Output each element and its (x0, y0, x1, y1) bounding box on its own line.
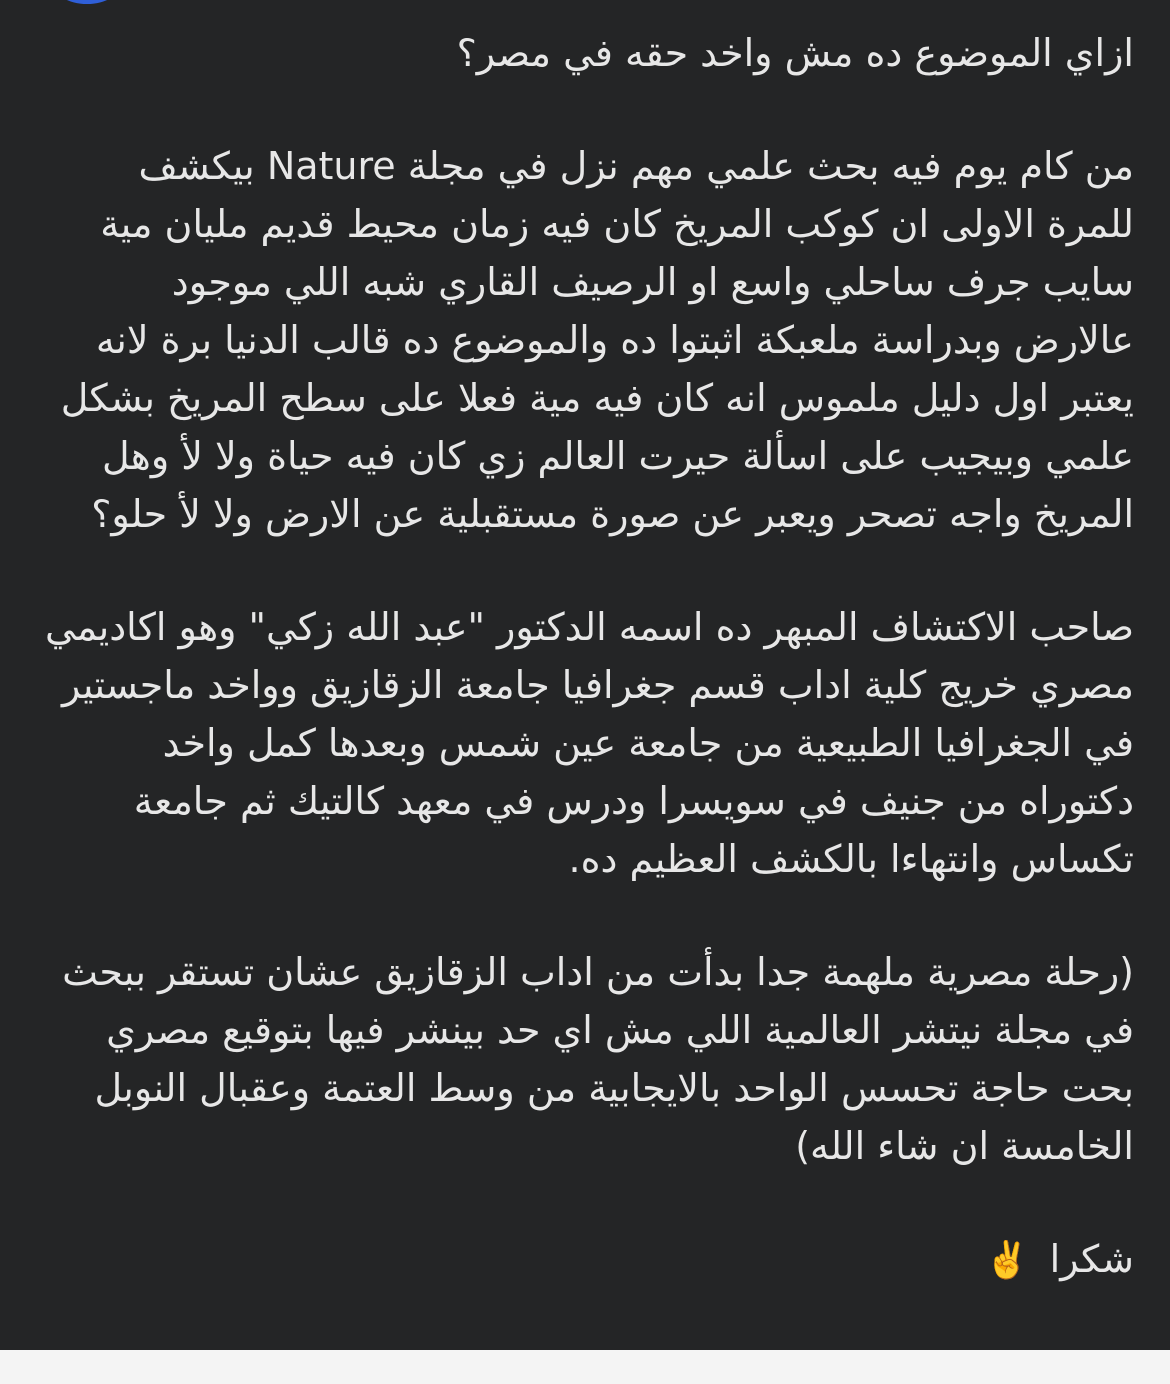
bottom-bar (0, 1350, 1170, 1384)
post-closing (40, 1230, 1134, 1290)
post-paragraph-journey: (رحلة مصرية ملهمة جدا بدأت من اداب الزقازيق عشان تستقر ببحث في مجلة نيتشر العالمية اللي مش اي حد بينشر فيها بتوقيع مصري بحت حاجة تحسس الواحد بالايجابية من وسط العتمة وعقبال النوبل الخامسة ان شاء الله) (62, 950, 1134, 1168)
victory-hand-emoji: ✌️ (984, 1240, 1030, 1281)
post-question: ازاي الموضوع ده مش واخد حقه في مصر؟ (456, 31, 1134, 75)
post-paragraph-discovery: من كام يوم فيه بحث علمي مهم نزل في مجلة Nature بيكشف للمرة الاولى ان كوكب المريخ كان فيه زمان محيط قديم مليان مية سايب جرف ساحلي واسع او الرصيف القاري شبه اللي موجود عالارض وبدراسة ملعبكة اثبتوا ده والموضوع ده قالب الدنيا برة لانه يعتبر اول دليل ملموس انه كان فيه مية فعلا على سطح المريخ بشكل علمي وبيجيب على اسألة حيرت العالم زي كان فيه حياة ولا لأ وهل المريخ واجه تصحر ويعبر عن صورة مستقبلية عن الارض ولا لأ حلو؟ (60, 144, 1134, 536)
avatar[interactable] (52, 0, 122, 4)
post-body (40, 24, 1134, 1290)
post-paragraph-scientist: صاحب الاكتشاف المبهر ده اسمه الدكتور "عبد الله زكي" وهو اكاديمي مصري خريج كلية اداب قسم جغرافيا جامعة الزقازيق وواخد ماجستير في الجغرافيا الطبيعية من جامعة عين شمس وبعدها كمل واخد دكتوراه من جنيف في سويسرا ودرس في معهد كالتيك ثم جامعة تكساس وانتهاءا بالكشف العظيم ده. (45, 605, 1134, 881)
closing-text: شكرا (1049, 1237, 1134, 1281)
